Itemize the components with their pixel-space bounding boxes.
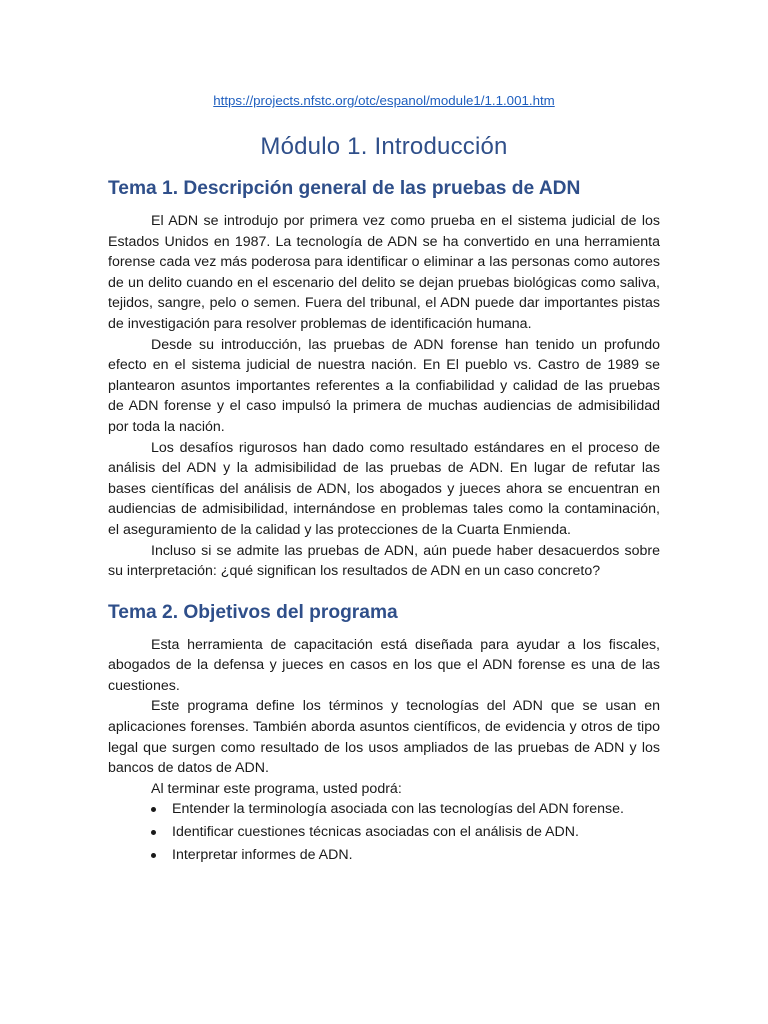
section-title-tema-2: Tema 2. Objetivos del programa (108, 601, 398, 623)
bullet-icon (151, 807, 156, 812)
paragraph: Al terminar este programa, usted podrá: (151, 780, 402, 797)
objectives-list (108, 799, 660, 865)
bullet-icon (151, 853, 156, 858)
section-body-tema-1 (108, 211, 660, 582)
bullet-icon (151, 830, 156, 835)
paragraph: Desde su introducción, las pruebas de ADN forense han tenido un profundo efecto en el sistema judicial de nuestra nación. En El pueblo vs. Castro de 1989 se plantearon asuntos importantes referentes a la confiabilidad y calidad de las pruebas de ADN forense y el caso impulsó la primera de muchas audiencias de admisibilidad por toda la nación. (108, 336, 660, 435)
paragraph: Incluso si se admite las pruebas de ADN, aún puede haber desacuerdos sobre su interpretación: ¿qué significan los resultados de ADN en un caso concreto? (108, 542, 660, 580)
list-item-text: Identificar cuestiones técnicas asociadas con el análisis de ADN. (172, 824, 579, 841)
list-item (108, 845, 660, 866)
list-item-text: Entender la terminología asociada con las tecnologías del ADN forense. (172, 801, 624, 818)
module-title: Módulo 1. Introducción (260, 133, 508, 160)
section-title-tema-1: Tema 1. Descripción general de las pruebas de ADN (108, 178, 581, 199)
paragraph: Esta herramienta de capacitación está diseñada para ayudar a los fiscales, abogados de la defensa y jueces en casos en los que el ADN forense es una de las cuestiones. (108, 636, 660, 694)
paragraph: Este programa define los términos y tecnologías del ADN que se usan en aplicaciones forenses. También aborda asuntos científicos, de evidencia y otros de tipo legal que surgen como resultado de los usos ampliados de las pruebas de ADN y los bancos de datos de ADN. (108, 698, 660, 777)
document-page (108, 84, 660, 867)
source-url-link[interactable]: https://projects.nfstc.org/otc/espanol/module1/1.1.001.htm (213, 93, 555, 108)
paragraph: El ADN se introdujo por primera vez como prueba en el sistema judicial de los Estados Unidos en 1987. La tecnología de ADN se ha convertido en una herramienta forense cada vez más poderosa para identificar o eliminar a las personas como autores de un delito cuando en el escenario del delito se dejan pruebas biológicas como saliva, tejidos, sangre, pelo o semen. Fuera del tribunal, el ADN puede dar importantes pistas de investigación para resolver problemas de identificación humana. (108, 213, 660, 332)
list-item (108, 799, 660, 820)
section-body-tema-2 (108, 635, 660, 866)
list-item (108, 822, 660, 843)
paragraph: Los desafíos rigurosos han dado como resultado estándares en el proceso de análisis del ADN y la admisibilidad de las pruebas de ADN. En lugar de refutar las bases científicas del análisis de ADN, los abogados y jueces ahora se encuentran en audiencias de admisibilidad, internándose en problemas tales como la contaminación, el aseguramiento de la calidad y las protecciones de la Cuarta Enmienda. (108, 439, 660, 538)
list-item-text: Interpretar informes de ADN. (172, 846, 353, 863)
